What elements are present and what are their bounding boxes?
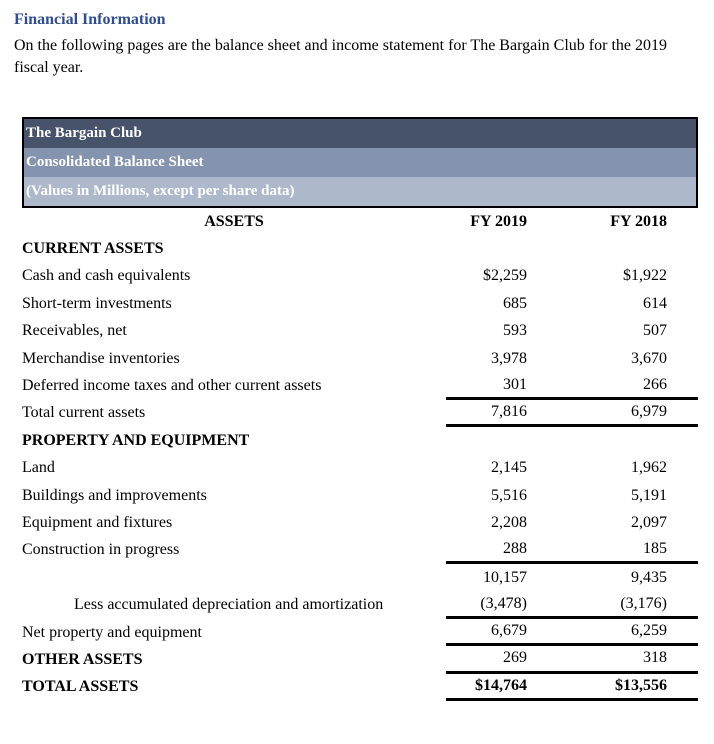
row-label: OTHER ASSETS bbox=[22, 650, 143, 668]
row-label: TOTAL ASSETS bbox=[22, 678, 139, 696]
row-nums bbox=[446, 318, 698, 345]
row-label: Receivables, net bbox=[22, 322, 127, 340]
fy2019-cell: 3,978 bbox=[491, 349, 527, 367]
header-nums bbox=[446, 208, 698, 235]
row-label: Total current assets bbox=[22, 404, 146, 422]
table-row bbox=[22, 674, 698, 701]
fy2019-cell: 288 bbox=[503, 539, 527, 557]
table-header-row bbox=[22, 208, 698, 235]
table-row bbox=[22, 235, 698, 262]
table-row bbox=[22, 263, 698, 290]
fy2019-cell: 5,516 bbox=[491, 486, 527, 504]
fy2019-cell: 2,208 bbox=[491, 513, 527, 531]
row-label: PROPERTY AND EQUIPMENT bbox=[22, 431, 250, 449]
table-row bbox=[22, 646, 698, 673]
fy2018-cell: 614 bbox=[643, 294, 667, 312]
fy2018-cell: 6,979 bbox=[631, 402, 667, 420]
table-row bbox=[22, 537, 698, 564]
assets-column-header: ASSETS bbox=[204, 212, 264, 230]
fy2018-cell: (3,176) bbox=[620, 594, 667, 612]
table-row bbox=[22, 619, 698, 646]
fy2019-cell: 685 bbox=[503, 294, 527, 312]
fy2018-cell: 9,435 bbox=[631, 568, 667, 586]
table-row bbox=[22, 290, 698, 317]
table-banner bbox=[22, 117, 698, 208]
row-nums bbox=[446, 235, 698, 262]
intro-text: On the following pages are the balance sheet and income statement for The Bargain Club for the 2019 fiscal year. bbox=[14, 37, 667, 76]
table-row bbox=[22, 372, 698, 399]
row-nums bbox=[446, 345, 698, 372]
banner-statement: Consolidated Balance Sheet bbox=[24, 148, 696, 177]
fy2018-cell: 266 bbox=[643, 375, 667, 393]
banner-note: (Values in Millions, except per share data) bbox=[24, 177, 696, 206]
table-row bbox=[22, 400, 698, 427]
balance-sheet-table bbox=[22, 117, 698, 701]
fy2019-cell: 6,679 bbox=[491, 622, 527, 640]
table-row bbox=[22, 427, 698, 454]
row-nums bbox=[446, 674, 698, 701]
table-row bbox=[22, 564, 698, 591]
table-row bbox=[22, 455, 698, 482]
fy2019-cell: 301 bbox=[503, 375, 527, 393]
row-nums bbox=[446, 482, 698, 509]
row-nums bbox=[446, 646, 698, 673]
row-nums bbox=[446, 619, 698, 646]
fy2019-cell: $14,764 bbox=[475, 676, 527, 694]
row-label: Short-term investments bbox=[22, 294, 172, 312]
fy2019-cell: 10,157 bbox=[483, 568, 527, 586]
table-row bbox=[22, 318, 698, 345]
row-nums bbox=[446, 290, 698, 317]
table-row bbox=[22, 345, 698, 372]
table-body bbox=[22, 208, 698, 701]
fy2018-cell: 3,670 bbox=[631, 349, 667, 367]
row-label: Less accumulated depreciation and amortization bbox=[74, 596, 384, 614]
row-label: Land bbox=[22, 459, 55, 477]
row-label: Net property and equipment bbox=[22, 623, 202, 641]
row-label: Equipment and fixtures bbox=[22, 513, 173, 531]
fy2019-column-header: FY 2019 bbox=[470, 212, 527, 230]
row-label: Construction in progress bbox=[22, 541, 180, 559]
row-label: Merchandise inventories bbox=[22, 349, 180, 367]
table-row bbox=[22, 591, 698, 618]
page-title: Financial Information bbox=[14, 11, 166, 28]
fy2018-cell: 185 bbox=[643, 539, 667, 557]
row-nums bbox=[446, 509, 698, 536]
row-label: Cash and cash equivalents bbox=[22, 267, 191, 285]
row-nums bbox=[446, 591, 698, 618]
fy2018-cell: 507 bbox=[643, 322, 667, 340]
row-nums bbox=[446, 455, 698, 482]
fy2019-cell: 593 bbox=[503, 322, 527, 340]
row-nums bbox=[446, 564, 698, 591]
row-label: Deferred income taxes and other current assets bbox=[22, 377, 322, 395]
fy2018-cell: 6,259 bbox=[631, 622, 667, 640]
fy2019-cell: 2,145 bbox=[491, 459, 527, 477]
row-nums bbox=[446, 372, 698, 399]
banner-company: The Bargain Club bbox=[24, 119, 696, 148]
fy2018-cell: 318 bbox=[643, 649, 667, 667]
table-row bbox=[22, 482, 698, 509]
row-label: Buildings and improvements bbox=[22, 486, 207, 504]
fy2018-cell: 2,097 bbox=[631, 513, 667, 531]
fy2019-cell: $2,259 bbox=[483, 267, 527, 285]
fy2018-column-header: FY 2018 bbox=[610, 212, 667, 230]
fy2018-cell: 1,962 bbox=[631, 459, 667, 477]
row-nums bbox=[446, 427, 698, 454]
fy2019-cell: (3,478) bbox=[480, 594, 527, 612]
fy2018-cell: $13,556 bbox=[615, 676, 667, 694]
fy2019-cell: 269 bbox=[503, 649, 527, 667]
row-nums bbox=[446, 400, 698, 427]
fy2019-cell: 7,816 bbox=[491, 402, 527, 420]
fy2018-cell: $1,922 bbox=[623, 267, 667, 285]
row-nums bbox=[446, 263, 698, 290]
row-label: CURRENT ASSETS bbox=[22, 240, 164, 258]
fy2018-cell: 5,191 bbox=[631, 486, 667, 504]
table-row bbox=[22, 509, 698, 536]
row-nums bbox=[446, 537, 698, 564]
